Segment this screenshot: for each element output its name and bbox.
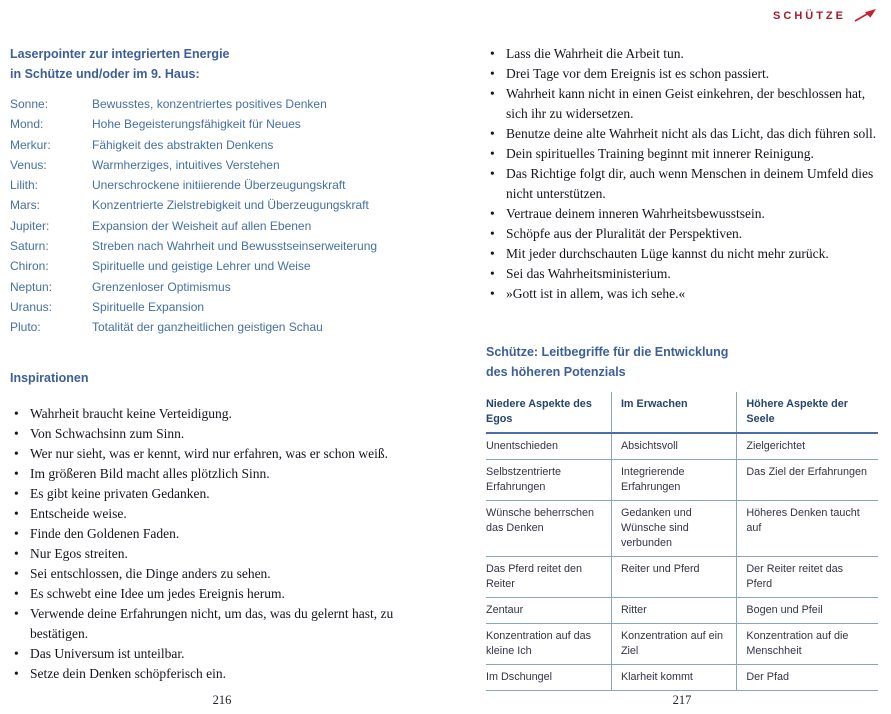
planet-name: Lilith: [10, 178, 39, 193]
bullet-item: • »Gott ist in allem, was ich sehe.« [486, 284, 878, 304]
bullet-item: • Drei Tage vor dem Ereignis ist es schon passiert. [486, 64, 878, 84]
bullet-item: • Es schwebt eine Idee um jedes Ereignis herum. [10, 584, 434, 604]
truth-bullet-list [486, 44, 878, 304]
planet-name: Merkur: [10, 137, 51, 152]
table-header-cell: Niedere Aspekte des Egos [486, 392, 611, 433]
bullet-item: • Verwende deine Erfahrungen nicht, um das, was du gelernt hast, zu bestätigen. [10, 604, 434, 644]
table-cell: Im Dschungel [486, 665, 611, 691]
table-cell: Gedanken und Wünsche sind verbunden [611, 501, 736, 557]
bullet-item: • Lass die Wahrheit die Arbeit tun. [486, 44, 878, 64]
bullet-item: • Es gibt keine privaten Gedanken. [10, 484, 434, 504]
potential-table-body [486, 433, 878, 691]
planet-name: Neptun: [10, 279, 53, 294]
page-number-right: 217 [672, 693, 692, 707]
planet-row [10, 216, 434, 236]
potential-table-head-row [486, 392, 878, 433]
planet-name: Venus: [10, 157, 47, 172]
table-title [486, 342, 878, 382]
table-cell: Konzentration auf das kleine Ich [486, 624, 611, 665]
planet-row [10, 317, 434, 337]
table-row [486, 433, 878, 460]
planet-description: Fähigkeit des abstrakten Denkens [92, 137, 274, 152]
planet-description: Unerschrockene initiierende Überzeugungskraft [92, 178, 346, 193]
bullet-item: • Im größeren Bild macht alles plötzlich Sinn. [10, 464, 434, 484]
table-row [486, 598, 878, 624]
planet-description: Hohe Begeisterungsfähigkeit für Neues [92, 117, 301, 132]
table-header-cell: Höhere Aspekte der Seele [737, 392, 878, 433]
table-cell: Klarheit kommt [611, 665, 736, 691]
planet-description: Spirituelle Expansion [92, 299, 205, 314]
planet-row [10, 135, 434, 155]
right-page [486, 44, 878, 691]
table-cell: Wünsche beherrschen das Denken [486, 501, 611, 557]
planet-description: Totalität der ganzheitlichen geistigen Schau [92, 320, 323, 335]
chapter-header [773, 8, 877, 23]
planet-description: Bewusstes, konzentriertes positives Denken [92, 97, 327, 111]
planet-name: Saturn: [10, 239, 49, 254]
table-title-line1: Schütze: Leitbegriffe für die Entwicklung [486, 345, 729, 359]
bullet-item: • Benutze deine alte Wahrheit nicht als das Licht, das dich führen soll. [486, 124, 878, 144]
bullet-item: • Vertraue deinem inneren Wahrheitsbewusstsein. [486, 204, 878, 224]
table-row [486, 460, 878, 501]
left-page-title-line1: Laserpointer zur integrierten Energie [10, 47, 230, 61]
planet-description: Expansion der Weisheit auf allen Ebenen [92, 218, 312, 233]
table-cell: Zielgerichtet [737, 433, 878, 460]
planet-row [10, 277, 434, 297]
table-row [486, 624, 878, 665]
table-cell: Unentschieden [486, 433, 611, 460]
bullet-item: • Von Schwachsinn zum Sinn. [10, 424, 434, 444]
planet-name: Uranus: [10, 299, 53, 314]
planet-row [10, 256, 434, 276]
planet-row [10, 175, 434, 195]
bullet-item: • Sei das Wahrheitsministerium. [486, 264, 878, 284]
sagittarius-arrow-icon [853, 8, 877, 23]
table-cell: Selbstzentrierte Erfahrungen [486, 460, 611, 501]
bullet-item: • Das Universum ist unteilbar. [10, 644, 434, 664]
planet-row [10, 114, 434, 134]
bullet-item: • Setze dein Denken schöpferisch ein. [10, 664, 434, 684]
page-number-left: 216 [212, 693, 232, 707]
bullet-item: • Schöpfe aus der Pluralität der Perspektiven. [486, 224, 878, 244]
table-title-line2: des höheren Potenzials [486, 365, 626, 379]
planet-description: Konzentrierte Zielstrebigkeit und Überzeugungskraft [92, 198, 369, 213]
left-page-title-line2: in Schütze und/oder im 9. Haus: [10, 67, 200, 81]
table-cell: Höheres Denken taucht auf [737, 501, 878, 557]
bullet-item: • Finde den Goldenen Faden. [10, 524, 434, 544]
planet-description: Streben nach Wahrheit und Bewusstseinserweiterung [92, 239, 378, 254]
table-cell: Reiter und Pferd [611, 557, 736, 598]
left-page-title [10, 44, 434, 84]
planet-name: Chiron: [10, 259, 49, 274]
chapter-label: SCHÜTZE [773, 9, 846, 22]
bullet-item: • Mit jeder durchschauten Lüge kannst du nicht mehr zurück. [486, 244, 878, 264]
planet-list [10, 94, 434, 338]
planet-description: Grenzenloser Optimismus [92, 279, 231, 294]
bullet-item: • Wer nur sieht, was er kennt, wird nur erfahren, was er schon weiß. [10, 444, 434, 464]
bullet-item: • Sei entschlossen, die Dinge anders zu sehen. [10, 564, 434, 584]
planet-name: Mond: [10, 117, 44, 132]
table-cell: Zentaur [486, 598, 611, 624]
bullet-item: • Entscheide weise. [10, 504, 434, 524]
table-cell: Integrierende Erfahrungen [611, 460, 736, 501]
table-row [486, 557, 878, 598]
planet-row [10, 195, 434, 215]
table-cell: Absichtsvoll [611, 433, 736, 460]
inspirations-list [10, 404, 434, 684]
table-cell: Ritter [611, 598, 736, 624]
planet-description: Warmherziges, intuitives Verstehen [92, 157, 280, 172]
bullet-item: • Wahrheit braucht keine Verteidigung. [10, 404, 434, 424]
table-row [486, 665, 878, 691]
bullet-item: • Nur Egos streiten. [10, 544, 434, 564]
planet-row [10, 297, 434, 317]
bullet-item: • Wahrheit kann nicht in einen Geist einkehren, der beschlossen hat, sich ihr zu widersetzen. [486, 84, 878, 124]
bullet-item: • Das Richtige folgt dir, auch wenn Menschen in deinem Umfeld dies nicht unterstützen. [486, 164, 878, 204]
table-cell: Bogen und Pfeil [737, 598, 878, 624]
inspirations-title: Inspirationen [10, 370, 89, 385]
table-cell: Konzentration auf die Menschheit [737, 624, 878, 665]
planet-row [10, 155, 434, 175]
planet-name: Sonne: [10, 97, 49, 111]
table-cell: Der Pfad [737, 665, 878, 691]
planet-name: Mars: [10, 198, 40, 213]
planet-name: Jupiter: [10, 218, 50, 233]
table-row [486, 501, 878, 557]
planet-row [10, 94, 434, 114]
table-cell: Das Pferd reitet den Reiter [486, 557, 611, 598]
planet-row [10, 236, 434, 256]
left-page [10, 44, 434, 691]
table-header-cell: Im Erwachen [611, 392, 736, 433]
bullet-item: • Dein spirituelles Training beginnt mit innerer Reinigung. [486, 144, 878, 164]
table-cell: Der Reiter reitet das Pferd [737, 557, 878, 598]
potential-table [486, 392, 878, 691]
table-cell: Konzentration auf ein Ziel [611, 624, 736, 665]
table-cell: Das Ziel der Erfahrungen [737, 460, 878, 501]
planet-description: Spirituelle und geistige Lehrer und Weise [92, 259, 311, 274]
planet-name: Pluto: [10, 320, 41, 335]
